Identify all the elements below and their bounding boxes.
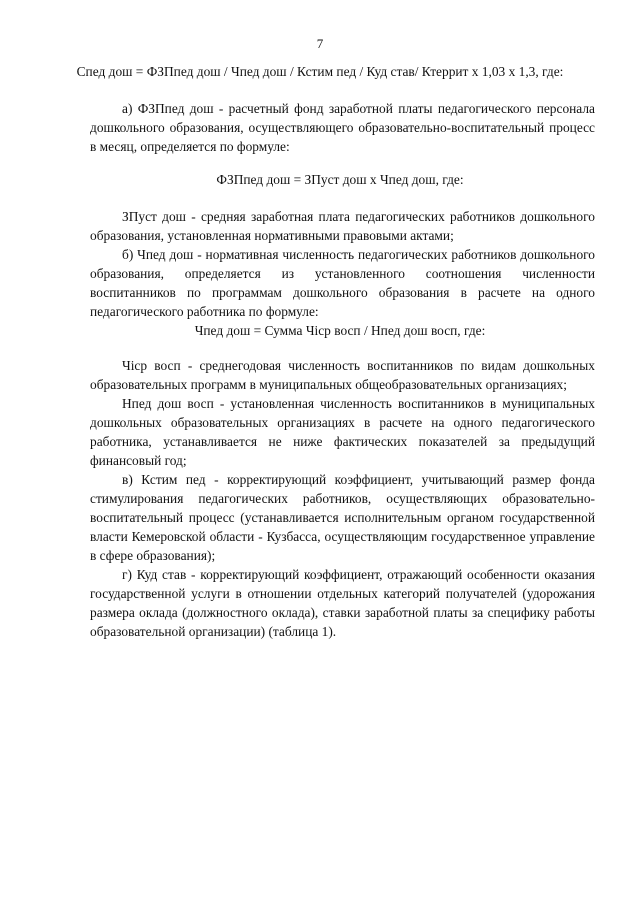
section-definitions (90, 356, 595, 641)
formula-chped: Чпед дош = Сумма Чiср восп / Нпед дош восп, где: (194, 323, 486, 338)
paragraph-nped: Нпед дош восп - установленная численность воспитанников в муниципальных дошкольных образовательных организациях в расчете на одного педагогического работника, устанавливается не ниже фактических показателей за предыдущий финансовый год; (90, 396, 595, 468)
paragraph-chisr: Чiср восп - среднегодовая численность воспитанников по видам дошкольных образовательных программ в муниципальных общеобразовательных организациях; (90, 358, 595, 392)
formula-fzp: ФЗПпед дош = ЗПуст дош х Чпед дош, где: (216, 172, 464, 187)
section-a (90, 99, 595, 156)
paragraph-a: а) ФЗПпед дош - расчетный фонд заработной платы педагогического персонала дошкольного образования, осуществляющего образовательно-воспитательный процесс в месяц, определяется по формуле: (90, 101, 595, 154)
formula-sped: Спед дош = ФЗПпед дош / Чпед дош / Кстим пед / Куд став/ Ктеррит х 1,03 х 1,3, где: (76, 64, 564, 79)
page-number: 7 (316, 36, 324, 51)
paragraph-zpust: ЗПуст дош - средняя заработная плата педагогических работников дошкольного образования, установленная нормативными правовыми актами; (90, 209, 595, 243)
section-b (90, 207, 595, 321)
paragraph-b: б) Чпед дош - нормативная численность педагогических работников дошкольного образования, определяется из установленного соотношения численности воспитанников по программам дошкольного образования в расчете на одного педагогического работника по формуле: (90, 247, 595, 319)
paragraph-v: в) Кстим пед - корректирующий коэффициент, учитывающий размер фонда стимулирования педагогических работников, осуществляющих образовательно-воспитательный процесс (устанавливается исполнительным органом государственной власти Кемеровской области - Кузбасса, осуществляющим государственное управление в сфере образования); (90, 472, 595, 563)
paragraph-g: г) Куд став - корректирующий коэффициент, отражающий особенности оказания государственной услуги в отношении отдельных категорий получателей (удорожания размера оклада (должностного оклада), ставки заработной платы за специфику работы образовательной организации) (таблица 1). (90, 567, 595, 639)
